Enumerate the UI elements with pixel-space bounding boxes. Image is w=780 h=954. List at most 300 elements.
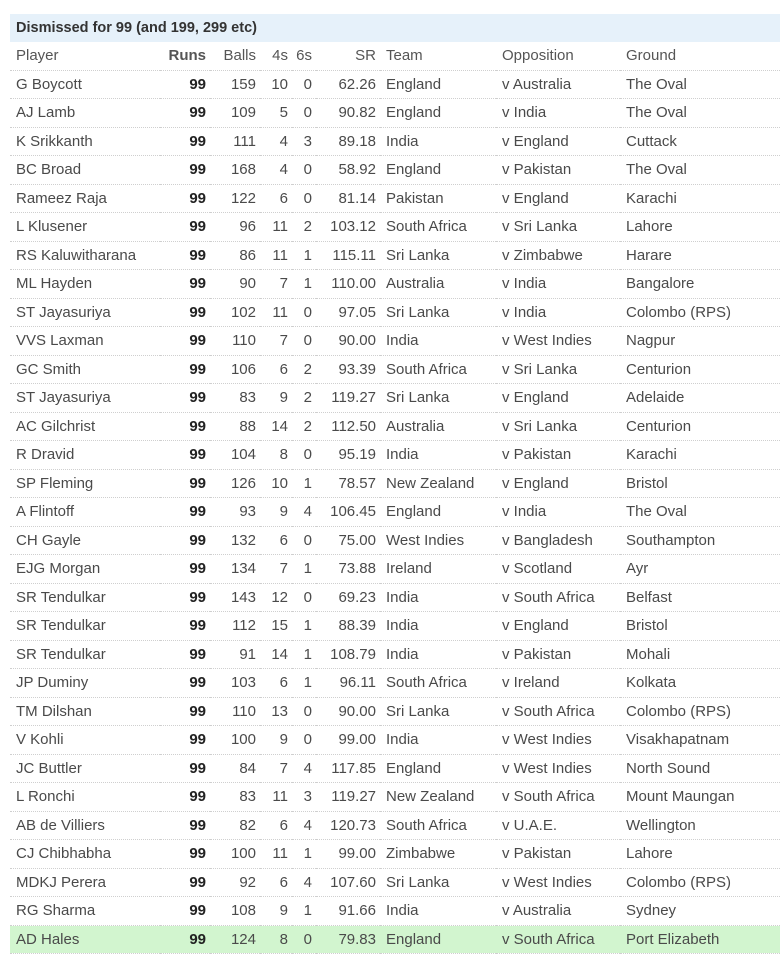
- cell-runs: 99: [160, 298, 210, 327]
- table-row: [10, 156, 780, 185]
- cell-runs: 99: [160, 469, 210, 498]
- cell-runs: 99: [160, 612, 210, 641]
- cell-opposition: v South Africa: [496, 783, 620, 812]
- table-row: [10, 612, 780, 641]
- cell-opposition: v South Africa: [496, 697, 620, 726]
- cell-strike-rate: 69.23: [316, 583, 380, 612]
- cell-sixes: 3: [292, 127, 316, 156]
- cell-player: CJ Chibhabha: [10, 840, 160, 869]
- cell-runs: 99: [160, 868, 210, 897]
- col-header-team: Team: [380, 42, 496, 70]
- table-row: [10, 469, 780, 498]
- cell-balls: 84: [210, 754, 260, 783]
- table-row: [10, 270, 780, 299]
- table-row: [10, 583, 780, 612]
- col-header-runs: Runs: [160, 42, 210, 70]
- cell-strike-rate: 90.00: [316, 697, 380, 726]
- cell-balls: 93: [210, 498, 260, 527]
- cell-sixes: 1: [292, 241, 316, 270]
- cell-balls: 92: [210, 868, 260, 897]
- cell-strike-rate: 93.39: [316, 355, 380, 384]
- cell-fours: 11: [260, 298, 292, 327]
- cell-player: AJ Lamb: [10, 99, 160, 128]
- cell-fours: 6: [260, 669, 292, 698]
- cell-balls: 83: [210, 384, 260, 413]
- table-row: [10, 555, 780, 584]
- cell-runs: 99: [160, 412, 210, 441]
- cell-ground: Bristol: [620, 469, 780, 498]
- cell-player: A Flintoff: [10, 498, 160, 527]
- cell-team: India: [380, 583, 496, 612]
- cell-sixes: 2: [292, 412, 316, 441]
- cell-player: RG Sharma: [10, 897, 160, 926]
- cell-opposition: v India: [496, 270, 620, 299]
- cell-player: JC Buttler: [10, 754, 160, 783]
- cell-fours: 12: [260, 583, 292, 612]
- cell-player: MDKJ Perera: [10, 868, 160, 897]
- cell-opposition: v Sri Lanka: [496, 412, 620, 441]
- cell-ground: Mount Maungan: [620, 783, 780, 812]
- col-header-player: Player: [10, 42, 160, 70]
- cell-player: TM Dilshan: [10, 697, 160, 726]
- table-row: [10, 184, 780, 213]
- cell-strike-rate: 81.14: [316, 184, 380, 213]
- cell-team: England: [380, 498, 496, 527]
- cell-strike-rate: 115.11: [316, 241, 380, 270]
- table-row: [10, 868, 780, 897]
- table-row: [10, 412, 780, 441]
- cell-strike-rate: 88.39: [316, 612, 380, 641]
- cell-player: SR Tendulkar: [10, 612, 160, 641]
- cell-runs: 99: [160, 640, 210, 669]
- cell-runs: 99: [160, 384, 210, 413]
- cell-fours: 15: [260, 612, 292, 641]
- cell-opposition: v Bangladesh: [496, 526, 620, 555]
- table-row: [10, 697, 780, 726]
- cell-balls: 111: [210, 127, 260, 156]
- cell-sixes: 0: [292, 697, 316, 726]
- cell-player: EJG Morgan: [10, 555, 160, 584]
- cell-team: Zimbabwe: [380, 840, 496, 869]
- cell-strike-rate: 89.18: [316, 127, 380, 156]
- cell-sixes: 0: [292, 99, 316, 128]
- cell-sixes: 1: [292, 640, 316, 669]
- cell-ground: The Oval: [620, 99, 780, 128]
- cell-opposition: v England: [496, 184, 620, 213]
- table-row: [10, 498, 780, 527]
- cell-opposition: v U.A.E.: [496, 811, 620, 840]
- cell-strike-rate: 99.00: [316, 726, 380, 755]
- cell-strike-rate: 119.27: [316, 384, 380, 413]
- cell-sixes: 0: [292, 327, 316, 356]
- cell-player: R Dravid: [10, 441, 160, 470]
- cell-balls: 86: [210, 241, 260, 270]
- cell-ground: North Sound: [620, 754, 780, 783]
- stats-panel: [10, 14, 780, 954]
- cell-sixes: 1: [292, 840, 316, 869]
- cell-ground: Nagpur: [620, 327, 780, 356]
- cell-player: K Srikkanth: [10, 127, 160, 156]
- cell-sixes: 1: [292, 555, 316, 584]
- cell-balls: 83: [210, 783, 260, 812]
- cell-strike-rate: 90.00: [316, 327, 380, 356]
- cell-strike-rate: 108.79: [316, 640, 380, 669]
- table-row: [10, 669, 780, 698]
- cell-opposition: v South Africa: [496, 925, 620, 954]
- table-row: [10, 70, 780, 99]
- cell-player: G Boycott: [10, 70, 160, 99]
- cell-strike-rate: 97.05: [316, 298, 380, 327]
- cell-sixes: 0: [292, 298, 316, 327]
- cell-runs: 99: [160, 184, 210, 213]
- cell-runs: 99: [160, 526, 210, 555]
- cell-strike-rate: 62.26: [316, 70, 380, 99]
- cell-player: SP Fleming: [10, 469, 160, 498]
- cell-balls: 126: [210, 469, 260, 498]
- cell-ground: Cuttack: [620, 127, 780, 156]
- cell-fours: 6: [260, 184, 292, 213]
- cell-ground: Centurion: [620, 412, 780, 441]
- col-header-sixes: 6s: [292, 42, 316, 70]
- cell-player: AB de Villiers: [10, 811, 160, 840]
- cell-strike-rate: 119.27: [316, 783, 380, 812]
- cell-ground: Karachi: [620, 184, 780, 213]
- cell-sixes: 2: [292, 384, 316, 413]
- cell-strike-rate: 107.60: [316, 868, 380, 897]
- cell-player: ST Jayasuriya: [10, 384, 160, 413]
- cell-player: ML Hayden: [10, 270, 160, 299]
- cell-sixes: 0: [292, 726, 316, 755]
- cell-team: South Africa: [380, 669, 496, 698]
- table-row: [10, 298, 780, 327]
- cell-opposition: v England: [496, 612, 620, 641]
- cell-team: India: [380, 327, 496, 356]
- cell-fours: 7: [260, 270, 292, 299]
- cell-strike-rate: 90.82: [316, 99, 380, 128]
- table-row: [10, 754, 780, 783]
- table-row: [10, 99, 780, 128]
- cell-balls: 90: [210, 270, 260, 299]
- cell-fours: 9: [260, 384, 292, 413]
- table-row: [10, 355, 780, 384]
- col-header-fours: 4s: [260, 42, 292, 70]
- cell-player: BC Broad: [10, 156, 160, 185]
- cell-player: CH Gayle: [10, 526, 160, 555]
- cell-fours: 14: [260, 412, 292, 441]
- cell-team: Sri Lanka: [380, 697, 496, 726]
- cell-opposition: v India: [496, 99, 620, 128]
- cell-sixes: 1: [292, 669, 316, 698]
- cell-player: ST Jayasuriya: [10, 298, 160, 327]
- dismissed-99-table: [10, 42, 780, 954]
- cell-team: Australia: [380, 412, 496, 441]
- table-body: [10, 70, 780, 954]
- cell-strike-rate: 58.92: [316, 156, 380, 185]
- cell-balls: 143: [210, 583, 260, 612]
- table-row: [10, 127, 780, 156]
- cell-ground: Visakhapatnam: [620, 726, 780, 755]
- cell-player: GC Smith: [10, 355, 160, 384]
- cell-balls: 110: [210, 697, 260, 726]
- cell-sixes: 3: [292, 783, 316, 812]
- table-row: [10, 897, 780, 926]
- cell-fours: 6: [260, 868, 292, 897]
- cell-balls: 96: [210, 213, 260, 242]
- cell-team: New Zealand: [380, 469, 496, 498]
- cell-strike-rate: 117.85: [316, 754, 380, 783]
- cell-player: AD Hales: [10, 925, 160, 954]
- cell-opposition: v Pakistan: [496, 640, 620, 669]
- cell-ground: Lahore: [620, 213, 780, 242]
- cell-strike-rate: 103.12: [316, 213, 380, 242]
- cell-opposition: v Pakistan: [496, 840, 620, 869]
- cell-fours: 7: [260, 555, 292, 584]
- col-header-balls: Balls: [210, 42, 260, 70]
- cell-sixes: 4: [292, 498, 316, 527]
- cell-sixes: 0: [292, 441, 316, 470]
- cell-runs: 99: [160, 270, 210, 299]
- cell-balls: 103: [210, 669, 260, 698]
- cell-ground: Ayr: [620, 555, 780, 584]
- cell-runs: 99: [160, 897, 210, 926]
- cell-ground: Wellington: [620, 811, 780, 840]
- cell-team: India: [380, 127, 496, 156]
- cell-opposition: v Sri Lanka: [496, 213, 620, 242]
- cell-opposition: v Scotland: [496, 555, 620, 584]
- cell-team: Pakistan: [380, 184, 496, 213]
- table-row: [10, 811, 780, 840]
- cell-team: West Indies: [380, 526, 496, 555]
- cell-opposition: v Australia: [496, 897, 620, 926]
- cell-opposition: v England: [496, 469, 620, 498]
- cell-sixes: 0: [292, 526, 316, 555]
- col-header-opposition: Opposition: [496, 42, 620, 70]
- cell-balls: 110: [210, 327, 260, 356]
- cell-balls: 159: [210, 70, 260, 99]
- cell-fours: 5: [260, 99, 292, 128]
- cell-runs: 99: [160, 70, 210, 99]
- cell-sixes: 2: [292, 355, 316, 384]
- cell-fours: 14: [260, 640, 292, 669]
- table-row: [10, 726, 780, 755]
- cell-runs: 99: [160, 754, 210, 783]
- table-row: [10, 384, 780, 413]
- cell-runs: 99: [160, 783, 210, 812]
- cell-runs: 99: [160, 840, 210, 869]
- col-header-sr: SR: [316, 42, 380, 70]
- cell-team: South Africa: [380, 213, 496, 242]
- cell-ground: Mohali: [620, 640, 780, 669]
- cell-player: SR Tendulkar: [10, 583, 160, 612]
- cell-fours: 10: [260, 70, 292, 99]
- cell-strike-rate: 110.00: [316, 270, 380, 299]
- cell-team: Sri Lanka: [380, 241, 496, 270]
- cell-ground: Bangalore: [620, 270, 780, 299]
- cell-sixes: 0: [292, 583, 316, 612]
- cell-balls: 122: [210, 184, 260, 213]
- table-row: [10, 925, 780, 954]
- cell-balls: 108: [210, 897, 260, 926]
- cell-team: England: [380, 754, 496, 783]
- cell-opposition: v England: [496, 127, 620, 156]
- cell-fours: 9: [260, 897, 292, 926]
- cell-runs: 99: [160, 441, 210, 470]
- cell-player: SR Tendulkar: [10, 640, 160, 669]
- cell-ground: Bristol: [620, 612, 780, 641]
- cell-runs: 99: [160, 925, 210, 954]
- cell-fours: 7: [260, 327, 292, 356]
- table-row: [10, 241, 780, 270]
- cell-runs: 99: [160, 355, 210, 384]
- cell-team: Sri Lanka: [380, 384, 496, 413]
- table-row: [10, 327, 780, 356]
- cell-runs: 99: [160, 726, 210, 755]
- cell-player: L Klusener: [10, 213, 160, 242]
- cell-fours: 8: [260, 441, 292, 470]
- cell-fours: 10: [260, 469, 292, 498]
- cell-opposition: v Australia: [496, 70, 620, 99]
- cell-team: South Africa: [380, 811, 496, 840]
- cell-sixes: 4: [292, 754, 316, 783]
- cell-opposition: v Pakistan: [496, 441, 620, 470]
- cell-balls: 82: [210, 811, 260, 840]
- cell-opposition: v England: [496, 384, 620, 413]
- cell-ground: Colombo (RPS): [620, 868, 780, 897]
- cell-strike-rate: 91.66: [316, 897, 380, 926]
- cell-opposition: v India: [496, 298, 620, 327]
- cell-team: India: [380, 897, 496, 926]
- cell-ground: Sydney: [620, 897, 780, 926]
- cell-team: Ireland: [380, 555, 496, 584]
- cell-player: V Kohli: [10, 726, 160, 755]
- cell-strike-rate: 79.83: [316, 925, 380, 954]
- cell-balls: 124: [210, 925, 260, 954]
- cell-strike-rate: 75.00: [316, 526, 380, 555]
- cell-balls: 106: [210, 355, 260, 384]
- cell-sixes: 1: [292, 897, 316, 926]
- cell-fours: 9: [260, 498, 292, 527]
- cell-balls: 134: [210, 555, 260, 584]
- cell-balls: 102: [210, 298, 260, 327]
- table-row: [10, 840, 780, 869]
- cell-team: Sri Lanka: [380, 868, 496, 897]
- cell-sixes: 0: [292, 156, 316, 185]
- cell-team: India: [380, 612, 496, 641]
- cell-balls: 100: [210, 726, 260, 755]
- cell-team: Sri Lanka: [380, 298, 496, 327]
- cell-player: AC Gilchrist: [10, 412, 160, 441]
- cell-ground: The Oval: [620, 498, 780, 527]
- cell-fours: 11: [260, 241, 292, 270]
- cell-fours: 6: [260, 526, 292, 555]
- cell-runs: 99: [160, 241, 210, 270]
- cell-opposition: v Sri Lanka: [496, 355, 620, 384]
- cell-ground: Belfast: [620, 583, 780, 612]
- cell-player: RS Kaluwitharana: [10, 241, 160, 270]
- cell-runs: 99: [160, 498, 210, 527]
- cell-balls: 109: [210, 99, 260, 128]
- cell-fours: 4: [260, 156, 292, 185]
- cell-sixes: 1: [292, 270, 316, 299]
- cell-ground: Lahore: [620, 840, 780, 869]
- cell-ground: Karachi: [620, 441, 780, 470]
- cell-runs: 99: [160, 555, 210, 584]
- cell-sixes: 0: [292, 70, 316, 99]
- cell-opposition: v West Indies: [496, 754, 620, 783]
- cell-strike-rate: 73.88: [316, 555, 380, 584]
- cell-fours: 7: [260, 754, 292, 783]
- cell-balls: 168: [210, 156, 260, 185]
- cell-balls: 112: [210, 612, 260, 641]
- cell-player: Rameez Raja: [10, 184, 160, 213]
- cell-strike-rate: 120.73: [316, 811, 380, 840]
- cell-ground: Kolkata: [620, 669, 780, 698]
- cell-runs: 99: [160, 669, 210, 698]
- cell-strike-rate: 95.19: [316, 441, 380, 470]
- cell-runs: 99: [160, 697, 210, 726]
- cell-balls: 104: [210, 441, 260, 470]
- cell-sixes: 1: [292, 612, 316, 641]
- col-header-ground: Ground: [620, 42, 780, 70]
- cell-team: Australia: [380, 270, 496, 299]
- cell-fours: 11: [260, 213, 292, 242]
- cell-runs: 99: [160, 327, 210, 356]
- cell-ground: Port Elizabeth: [620, 925, 780, 954]
- cell-sixes: 1: [292, 469, 316, 498]
- cell-sixes: 0: [292, 184, 316, 213]
- table-title: Dismissed for 99 (and 199, 299 etc): [10, 14, 780, 42]
- cell-sixes: 0: [292, 925, 316, 954]
- cell-ground: The Oval: [620, 156, 780, 185]
- cell-ground: Adelaide: [620, 384, 780, 413]
- cell-ground: Colombo (RPS): [620, 697, 780, 726]
- cell-sixes: 4: [292, 868, 316, 897]
- cell-opposition: v West Indies: [496, 726, 620, 755]
- cell-strike-rate: 106.45: [316, 498, 380, 527]
- cell-team: South Africa: [380, 355, 496, 384]
- table-row: [10, 441, 780, 470]
- cell-team: England: [380, 925, 496, 954]
- cell-runs: 99: [160, 156, 210, 185]
- table-row: [10, 640, 780, 669]
- cell-runs: 99: [160, 213, 210, 242]
- table-row: [10, 783, 780, 812]
- cell-ground: Centurion: [620, 355, 780, 384]
- cell-runs: 99: [160, 99, 210, 128]
- cell-sixes: 4: [292, 811, 316, 840]
- cell-fours: 8: [260, 925, 292, 954]
- cell-strike-rate: 78.57: [316, 469, 380, 498]
- cell-fours: 11: [260, 783, 292, 812]
- cell-fours: 6: [260, 355, 292, 384]
- cell-ground: The Oval: [620, 70, 780, 99]
- cell-fours: 13: [260, 697, 292, 726]
- cell-team: England: [380, 70, 496, 99]
- cell-balls: 88: [210, 412, 260, 441]
- cell-runs: 99: [160, 811, 210, 840]
- table-row: [10, 526, 780, 555]
- cell-ground: Harare: [620, 241, 780, 270]
- cell-opposition: v Zimbabwe: [496, 241, 620, 270]
- cell-balls: 100: [210, 840, 260, 869]
- cell-team: England: [380, 99, 496, 128]
- cell-team: New Zealand: [380, 783, 496, 812]
- cell-opposition: v South Africa: [496, 583, 620, 612]
- cell-fours: 11: [260, 840, 292, 869]
- cell-opposition: v West Indies: [496, 327, 620, 356]
- table-row: [10, 213, 780, 242]
- header-row: [10, 42, 780, 70]
